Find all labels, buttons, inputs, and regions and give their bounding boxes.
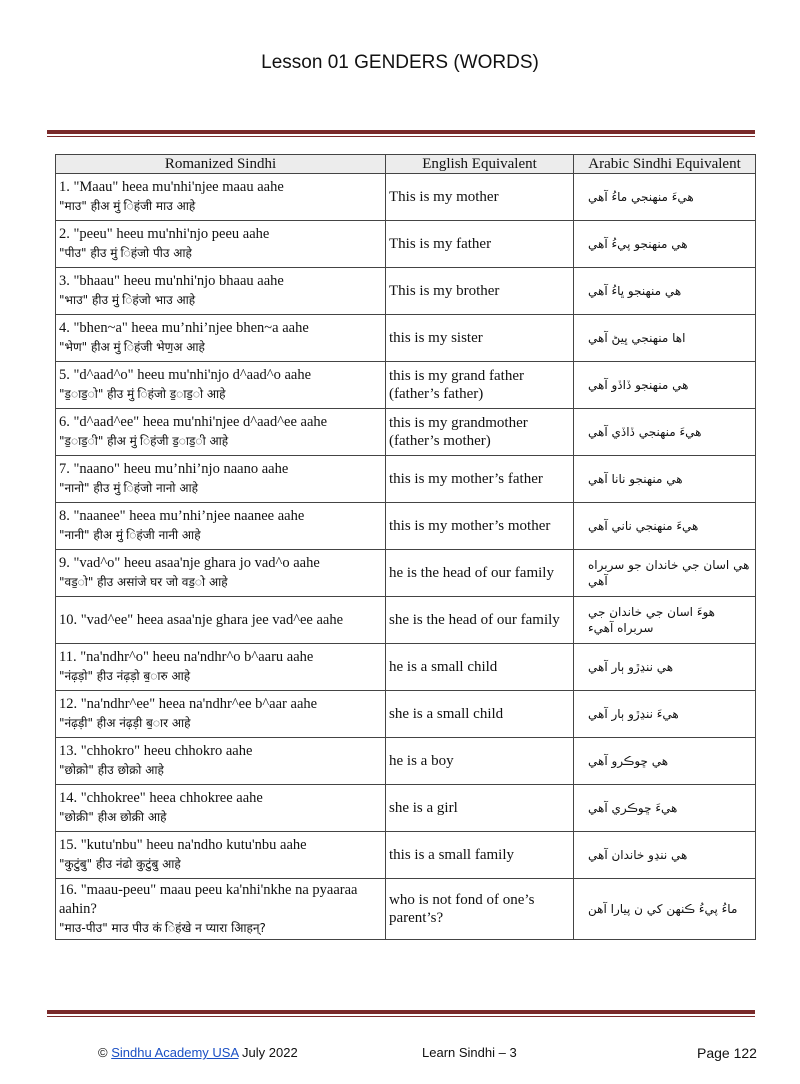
devanagari-text: "ड॒ाड॒ो" हीउ मुं िहंजो ड॒ाड॒ो आहे [59,387,226,401]
devanagari-text: "माउ" हीअ मुं िहंजी माउ आहे [59,199,196,213]
devanagari-text: "पीउ" हीउ मुं िहंजो पीउ आहे [59,246,192,260]
arabic-sindhi-cell [574,738,756,785]
english-cell: This is my brother [386,268,574,315]
arabic-sindhi-cell [574,174,756,221]
arabic-sindhi-cell [574,315,756,362]
arabic-sindhi-cell [574,550,756,597]
romanized-text: 7. "naano" heeu mu’nhi’njo naano aahe [59,461,289,477]
english-cell: she is a girl [386,785,574,832]
romanized-text: 1. "Maau" heea mu'nhi'njee maau aahe [59,179,284,195]
header-english: English Equivalent [386,155,574,174]
arabic-sindhi-cell [574,597,756,644]
romanized-cell [56,268,386,315]
romanized-cell [56,503,386,550]
table-row [56,832,756,879]
table-row [56,174,756,221]
english-cell: who is not fond of one’s parent’s? [386,879,574,940]
page-title: Lesson 01 GENDERS (WORDS) [261,52,539,73]
english-cell: this is my grand father (father’s father) [386,362,574,409]
romanized-text: 13. "chhokro" heeu chhokro aahe [59,743,253,759]
english-cell: she is a small child [386,691,574,738]
arabic-sindhi-text: هي منهنجو پيءُ آهي [588,237,688,251]
arabic-sindhi-cell [574,832,756,879]
table-row [56,221,756,268]
romanized-cell [56,409,386,456]
table-row [56,268,756,315]
footer-copyright [98,1045,298,1060]
arabic-sindhi-text: هيءَ منهنجي ناني آهي [588,519,699,533]
page-label: Page [697,1045,730,1061]
table-row [56,597,756,644]
table-row [56,503,756,550]
arabic-sindhi-text: هي اسان جي خاندان جو سربراه آهي [588,558,750,588]
devanagari-text: "ड॒ाड॒ी" हीअ मुं िहंजी ड॒ाड॒ी आहे [59,434,229,448]
romanized-cell [56,174,386,221]
table-row [56,644,756,691]
table-row [56,785,756,832]
top-divider [47,130,755,137]
romanized-text: 4. "bhen~a" heea mu’nhi’njee bhen~a aahe [59,320,309,336]
devanagari-text: "छोक्री" हीअ छोक्री आहे [59,810,167,824]
romanized-text: 2. "peeu" heeu mu'nhi'njo peeu aahe [59,226,270,242]
english-cell: he is the head of our family [386,550,574,597]
arabic-sindhi-cell [574,362,756,409]
footer-series: Learn Sindhi – 3 [422,1045,517,1060]
table-row [56,879,756,940]
romanized-text: 5. "d^aad^o" heeu mu'nhi'njo d^aad^o aahe [59,367,312,383]
devanagari-text: "भेण" हीअ मुं िहंजी भेण॒अ आहे [59,340,205,354]
vocabulary-table [55,154,756,940]
romanized-text: 9. "vad^o" heeu asaa'nje ghara jo vad^o aahe [59,555,320,571]
devanagari-text: "कुटुंबु" हीउ नंढो कुटुंबु आहे [59,857,181,871]
english-cell: this is my mother’s father [386,456,574,503]
devanagari-text: "छोक्रो" हीउ छोक्रो आहे [59,763,164,777]
romanized-cell [56,315,386,362]
romanized-cell [56,644,386,691]
arabic-sindhi-text: هي منهنجو ڀاءُ آهي [588,284,682,298]
arabic-sindhi-cell [574,221,756,268]
arabic-sindhi-cell [574,879,756,940]
arabic-sindhi-text: هي ننڍڙو ٻار آهي [588,660,674,674]
sindhu-academy-link[interactable]: Sindhu Academy USA [111,1045,239,1060]
arabic-sindhi-cell [574,503,756,550]
romanized-cell [56,785,386,832]
english-cell: he is a boy [386,738,574,785]
header-arabic: Arabic Sindhi Equivalent [574,155,756,174]
table-row [56,362,756,409]
devanagari-text: "नानो" हीउ मुं िहंजो नानो आहे [59,481,198,495]
english-cell: this is a small family [386,832,574,879]
romanized-cell [56,879,386,940]
english-cell: This is my mother [386,174,574,221]
footer-date: July 2022 [242,1045,298,1060]
english-cell: this is my sister [386,315,574,362]
arabic-sindhi-cell [574,268,756,315]
english-cell: she is the head of our family [386,597,574,644]
romanized-text: 16. "maau-peeu" maau peeu ka'nhi'nkhe na pyaaraa aahin? [59,881,358,917]
arabic-sindhi-text: ماءُ پيءُ ڪنهن کي ن پيارا آهن [588,902,738,916]
table-row [56,409,756,456]
romanized-cell [56,832,386,879]
bottom-divider [47,1010,755,1017]
english-cell: he is a small child [386,644,574,691]
table-row [56,315,756,362]
table-row [56,691,756,738]
devanagari-text: "नंढ़ड़ो" हीउ नंढ़ड़ो ब॒ारु आहे [59,669,191,683]
arabic-sindhi-text: هيءَ ڇوڪري آهي [588,801,678,815]
english-cell: this is my grandmother (father’s mother) [386,409,574,456]
devanagari-text: "नंढ़ड़ी" हीअ नंढ़ड़ी ब॒ार आहे [59,716,191,730]
devanagari-text: "माउ-पीउ" माउ पीउ कं िहंखे न प्यारा आिहन्? [59,920,266,935]
arabic-sindhi-text: هي منهنجو ڏاڏو آهي [588,378,689,392]
romanized-text: 6. "d^aad^ee" heea mu'nhi'njee d^aad^ee aahe [59,414,328,430]
romanized-text: 10. "vad^ee" heea asaa'nje ghara jee vad^ee aahe [59,611,344,628]
arabic-sindhi-text: هي منهنجو نانا آهي [588,472,683,486]
page-number: 122 [733,1045,757,1061]
romanized-cell [56,738,386,785]
romanized-cell [56,362,386,409]
arabic-sindhi-cell [574,691,756,738]
romanized-cell [56,691,386,738]
arabic-sindhi-text: هيءَ منهنجي ماءُ آهي [588,190,694,204]
table-row [56,456,756,503]
arabic-sindhi-text: هيءَ ننڍڙو ٻار آهي [588,707,679,721]
romanized-text: 12. "na'ndhr^ee" heea na'ndhr^ee b^aar aahe [59,696,318,712]
arabic-sindhi-text: هيءَ منهنجي ڏاڏي آهي [588,425,702,439]
table-row [56,738,756,785]
copyright-symbol: © [98,1045,108,1060]
romanized-text: 3. "bhaau" heeu mu'nhi'njo bhaau aahe [59,273,284,289]
devanagari-text: "वड॒ो" हीउ असांजे घर जो वड॒ो आहे [59,575,228,589]
romanized-text: 15. "kutu'nbu" heeu na'ndho kutu'nbu aahe [59,837,307,853]
arabic-sindhi-text: هوءَ اسان جي خاندان جي سربراه آهيء [588,605,715,635]
romanized-cell [56,221,386,268]
arabic-sindhi-text: هي ڇوڪرو آهي [588,754,669,768]
arabic-sindhi-cell [574,785,756,832]
romanized-text: 8. "naanee" heea mu’nhi’njee naanee aahe [59,508,305,524]
arabic-sindhi-cell [574,456,756,503]
romanized-cell [56,550,386,597]
arabic-sindhi-cell [574,644,756,691]
romanized-cell [56,597,386,644]
table-row [56,550,756,597]
table-header-row [56,155,756,174]
arabic-sindhi-text: هي ننڍو خاندان آهي [588,848,688,862]
header-romanized: Romanized Sindhi [56,155,386,174]
english-cell: This is my father [386,221,574,268]
arabic-sindhi-cell [574,409,756,456]
devanagari-text: "भाउ" हीउ मुं िहंजो भाउ आहे [59,293,196,307]
romanized-cell [56,456,386,503]
romanized-text: 11. "na'ndhr^o" heeu na'ndhr^o b^aaru aahe [59,649,314,665]
footer-page [697,1045,757,1061]
english-cell: this is my mother’s mother [386,503,574,550]
arabic-sindhi-text: اها منهنجي ڀيڻ آهي [588,331,686,345]
romanized-text: 14. "chhokree" heea chhokree aahe [59,790,263,806]
devanagari-text: "नानी" हीअ मुं िहंजी नानी आहे [59,528,201,542]
